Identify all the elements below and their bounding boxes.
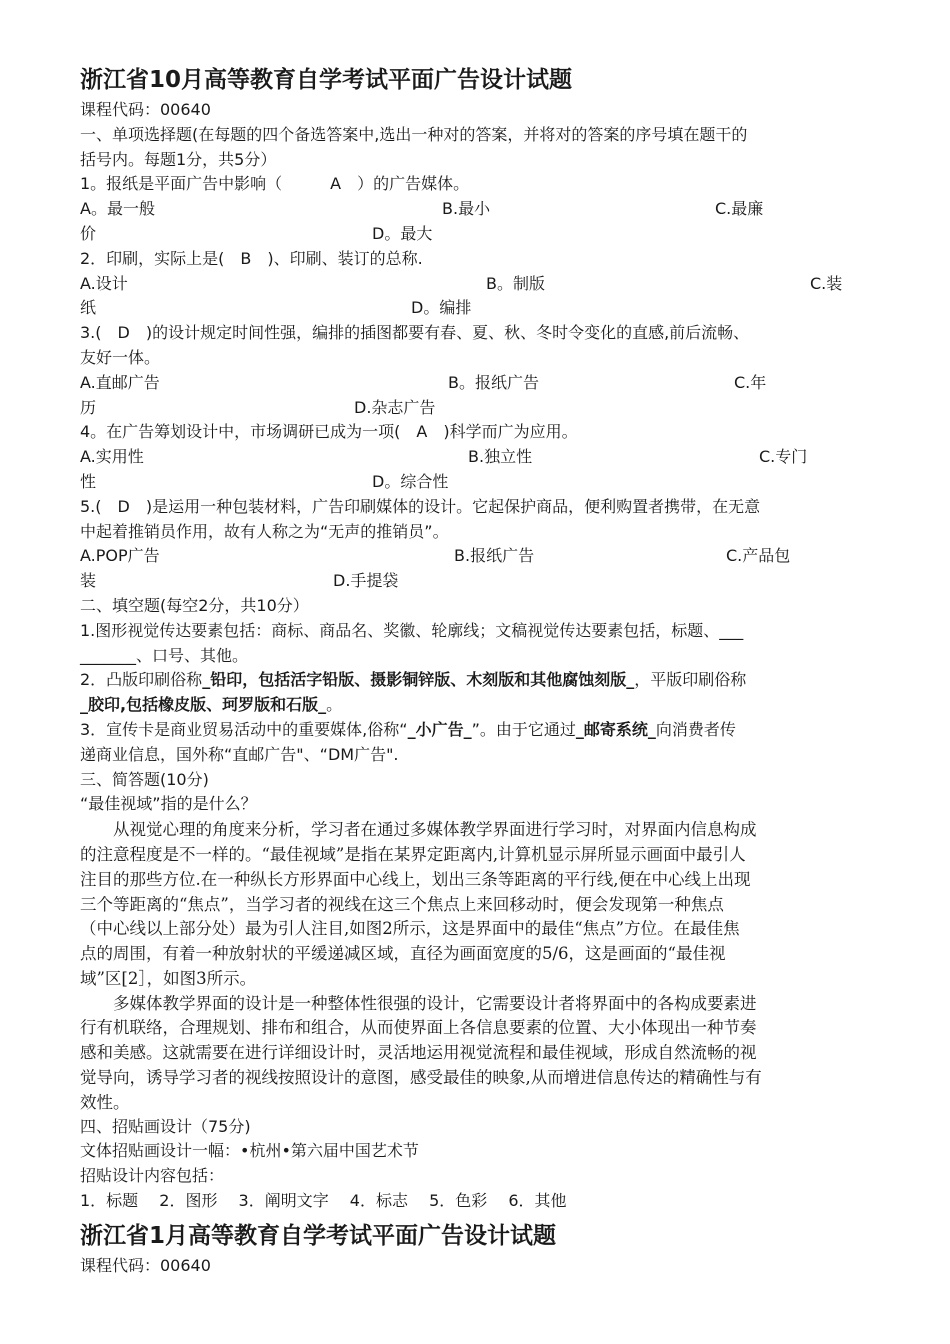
q4-option-c: C.专门: [759, 447, 808, 467]
fill-3-answer-1: _小广告_: [407, 719, 472, 739]
answer-p2-line: 感和美感。这就需要在进行详细设计时，灵活地运用视觉流程和最佳视域，形成自然流畅的视: [80, 1043, 757, 1063]
q3-option-c-cont: 历: [80, 397, 97, 417]
answer-p2-line: 效性。: [80, 1092, 130, 1112]
answer-p1-line: 的注意程度是不一样的。“最佳视域”是指在某界定距离内,计算机显示屏所显示画面中最引人: [80, 844, 746, 864]
answer-p1-line: 注目的那些方位.在一种纵长方形界面中心线上，划出三条等距离的平行线,便在中心线上出现: [80, 869, 751, 889]
answer-p1-line: 从视觉心理的角度来分析，学习者在通过多媒体教学界面进行学习时，对界面内信息构成: [113, 820, 757, 840]
fill-3-middle: ”。由于它通过: [471, 719, 576, 739]
part4-task: 文体招贴画设计一幅：•杭州•第六届中国艺术节: [80, 1141, 419, 1161]
part1-header-line2: 括号内。每题1分，共5分）: [80, 149, 277, 169]
question-3-stem-line2: 友好一体。: [80, 347, 161, 367]
q4-option-a: A.实用性: [80, 447, 144, 467]
q2-option-c: C.装: [810, 273, 843, 293]
answer-paragraph-2: [80, 991, 885, 1115]
part2-header: 二、填空题(每空2分，共10分）: [80, 595, 309, 615]
question-5-options-row2: [80, 569, 885, 594]
q4-option-b: B.独立性: [468, 447, 533, 467]
q5-option-d: D.手提袋: [333, 571, 399, 591]
q1-option-a: A。最一般: [80, 199, 155, 219]
part3-question: “最佳视域”指的是什么？: [80, 794, 257, 814]
question-1-options-row1: [80, 197, 885, 222]
fill-2-answer-1: _铅印，包括活字铅版、摄影铜锌版、木刻版和其他腐蚀刻版_: [202, 670, 635, 690]
question-3-options-row2: [80, 396, 885, 421]
document-page: [80, 62, 885, 1279]
answer-p1-line: 域”区[2］，如图3所示。: [80, 968, 257, 988]
fill-2-line2: [80, 693, 885, 718]
question-1-options-row2: [80, 222, 885, 247]
q4-option-c-cont: 性: [80, 471, 97, 491]
exam-title-2: 浙江省1月高等教育自学考试平面广告设计试题: [80, 1222, 557, 1249]
q3-option-c: C.年: [734, 372, 767, 392]
answer-p2-line: 行有机联络，合理规划、排布和组合，从而使界面上各信息要素的位置、大小体现出一种节奏: [80, 1018, 757, 1038]
fill-2-prefix: 2．凸版印刷俗称: [80, 670, 203, 690]
fill-1-line1: 1.图形视觉传达要素包括：商标、商品名、奖徽、轮廓线；文稿视觉传达要素包括，标题、___: [80, 620, 744, 640]
fill-3-prefix: 3．宣传卡是商业贸易活动中的重要媒体,俗称“: [80, 719, 408, 739]
part1-header-line1: 一、单项选择题(在每题的四个备选答案中,选出一种对的答案，并将对的答案的序号填在题干的: [80, 124, 748, 144]
part3-header: 三、简答题(10分): [80, 769, 209, 789]
q2-option-c-cont: 纸: [80, 298, 97, 318]
fill-3-line1: [80, 718, 885, 743]
answer-p1-line: （中心线以上部分处）最为引人注目,如图2所示，这是界面中的最佳“焦点”方位。在最佳焦: [80, 919, 740, 939]
q2-option-d: D。编排: [411, 298, 472, 318]
q4-option-d: D。综合性: [372, 471, 449, 491]
part4-content-label: 招贴设计内容包括：: [80, 1166, 225, 1186]
q1-option-c: C.最廉: [715, 199, 764, 219]
question-5-stem-line2: 中起着推销员作用，故有人称之为“无声的推销员”。: [80, 521, 449, 541]
q2-option-a: A.设计: [80, 273, 128, 293]
question-4-options-row1: [80, 445, 885, 470]
fill-2-end: 。: [326, 695, 343, 715]
fill-2-middle: ，平版印刷俗称: [634, 670, 747, 690]
answer-p1-line: 三个等距离的“焦点”，当学习者的视线在这三个焦点上来回移动时，便会发现第一种焦点: [80, 894, 724, 914]
q2-option-b: B。制版: [486, 273, 545, 293]
question-3-stem-line1: 3.( D )的设计规定时间性强，编排的插图都要有春、夏、秋、冬时令变化的直感,前后流畅、: [80, 323, 750, 343]
answer-p2-line: 觉导向，诱导学习者的视线按照设计的意图，感受最佳的映象,从而增进信息传达的精确性与有: [80, 1068, 762, 1088]
q5-option-b: B.报纸广告: [454, 546, 535, 566]
fill-1-line2: _______、口号、其他。: [80, 645, 249, 665]
part4-header: 四、招贴画设计（75分): [80, 1116, 251, 1136]
answer-paragraph-1: [80, 817, 885, 991]
q1-option-d: D。最大: [372, 223, 433, 243]
q3-option-a: A.直邮广告: [80, 372, 160, 392]
q1-option-b: B.最小: [442, 199, 491, 219]
fill-3-end: 向消费者传: [655, 719, 736, 739]
fill-3-line2: 递商业信息，国外称“直邮广告"、“DM广告".: [80, 744, 399, 764]
answer-p2-line: 多媒体教学界面的设计是一种整体性很强的设计，它需要设计者将界面中的各构成要素进: [113, 993, 757, 1013]
answer-p1-line: 点的周围，有着一种放射状的平缓递减区域，直径为画面宽度的5/6，这是画面的“最佳视: [80, 944, 726, 964]
fill-2-answer-2: _胶印,包括橡皮版、珂罗版和石版_: [80, 695, 327, 715]
part4-items: 1．标题 2．图形 3．阐明文字 4．标志 5．色彩 6．其他: [80, 1191, 567, 1211]
question-1-stem: 1。报纸是平面广告中影响（ A ）的广告媒体。: [80, 174, 470, 194]
fill-2-line1: [80, 668, 885, 693]
question-2-stem: 2．印刷，实际上是( B )、印刷、装订的总称.: [80, 248, 423, 268]
exam-title: 浙江省10月高等教育自学考试平面广告设计试题: [80, 67, 573, 93]
course-code-2: 课程代码：00640: [80, 1255, 211, 1275]
fill-3-answer-2: _邮寄系统_: [575, 719, 656, 739]
q5-option-a: A.POP广告: [80, 546, 160, 566]
q3-option-d: D.杂志广告: [354, 397, 436, 417]
question-3-options-row1: [80, 371, 885, 396]
q3-option-b: B。报纸广告: [448, 372, 539, 392]
question-5-options-row1: [80, 544, 885, 569]
question-5-stem-line1: 5.( D )是运用一种包装材料，广告印刷媒体的设计。它起保护商品，便利购置者携带，在无意: [80, 496, 761, 516]
question-4-options-row2: [80, 470, 885, 495]
q1-option-c-cont: 价: [80, 223, 97, 243]
question-2-options-row1: [80, 272, 885, 297]
q5-option-c: C.产品包: [726, 546, 791, 566]
question-2-options-row2: [80, 296, 885, 321]
course-code: 课程代码：00640: [80, 100, 211, 119]
q5-option-c-cont: 装: [80, 571, 97, 591]
question-4-stem: 4。在广告筹划设计中，市场调研已成为一项( A )科学而广为应用。: [80, 422, 578, 442]
